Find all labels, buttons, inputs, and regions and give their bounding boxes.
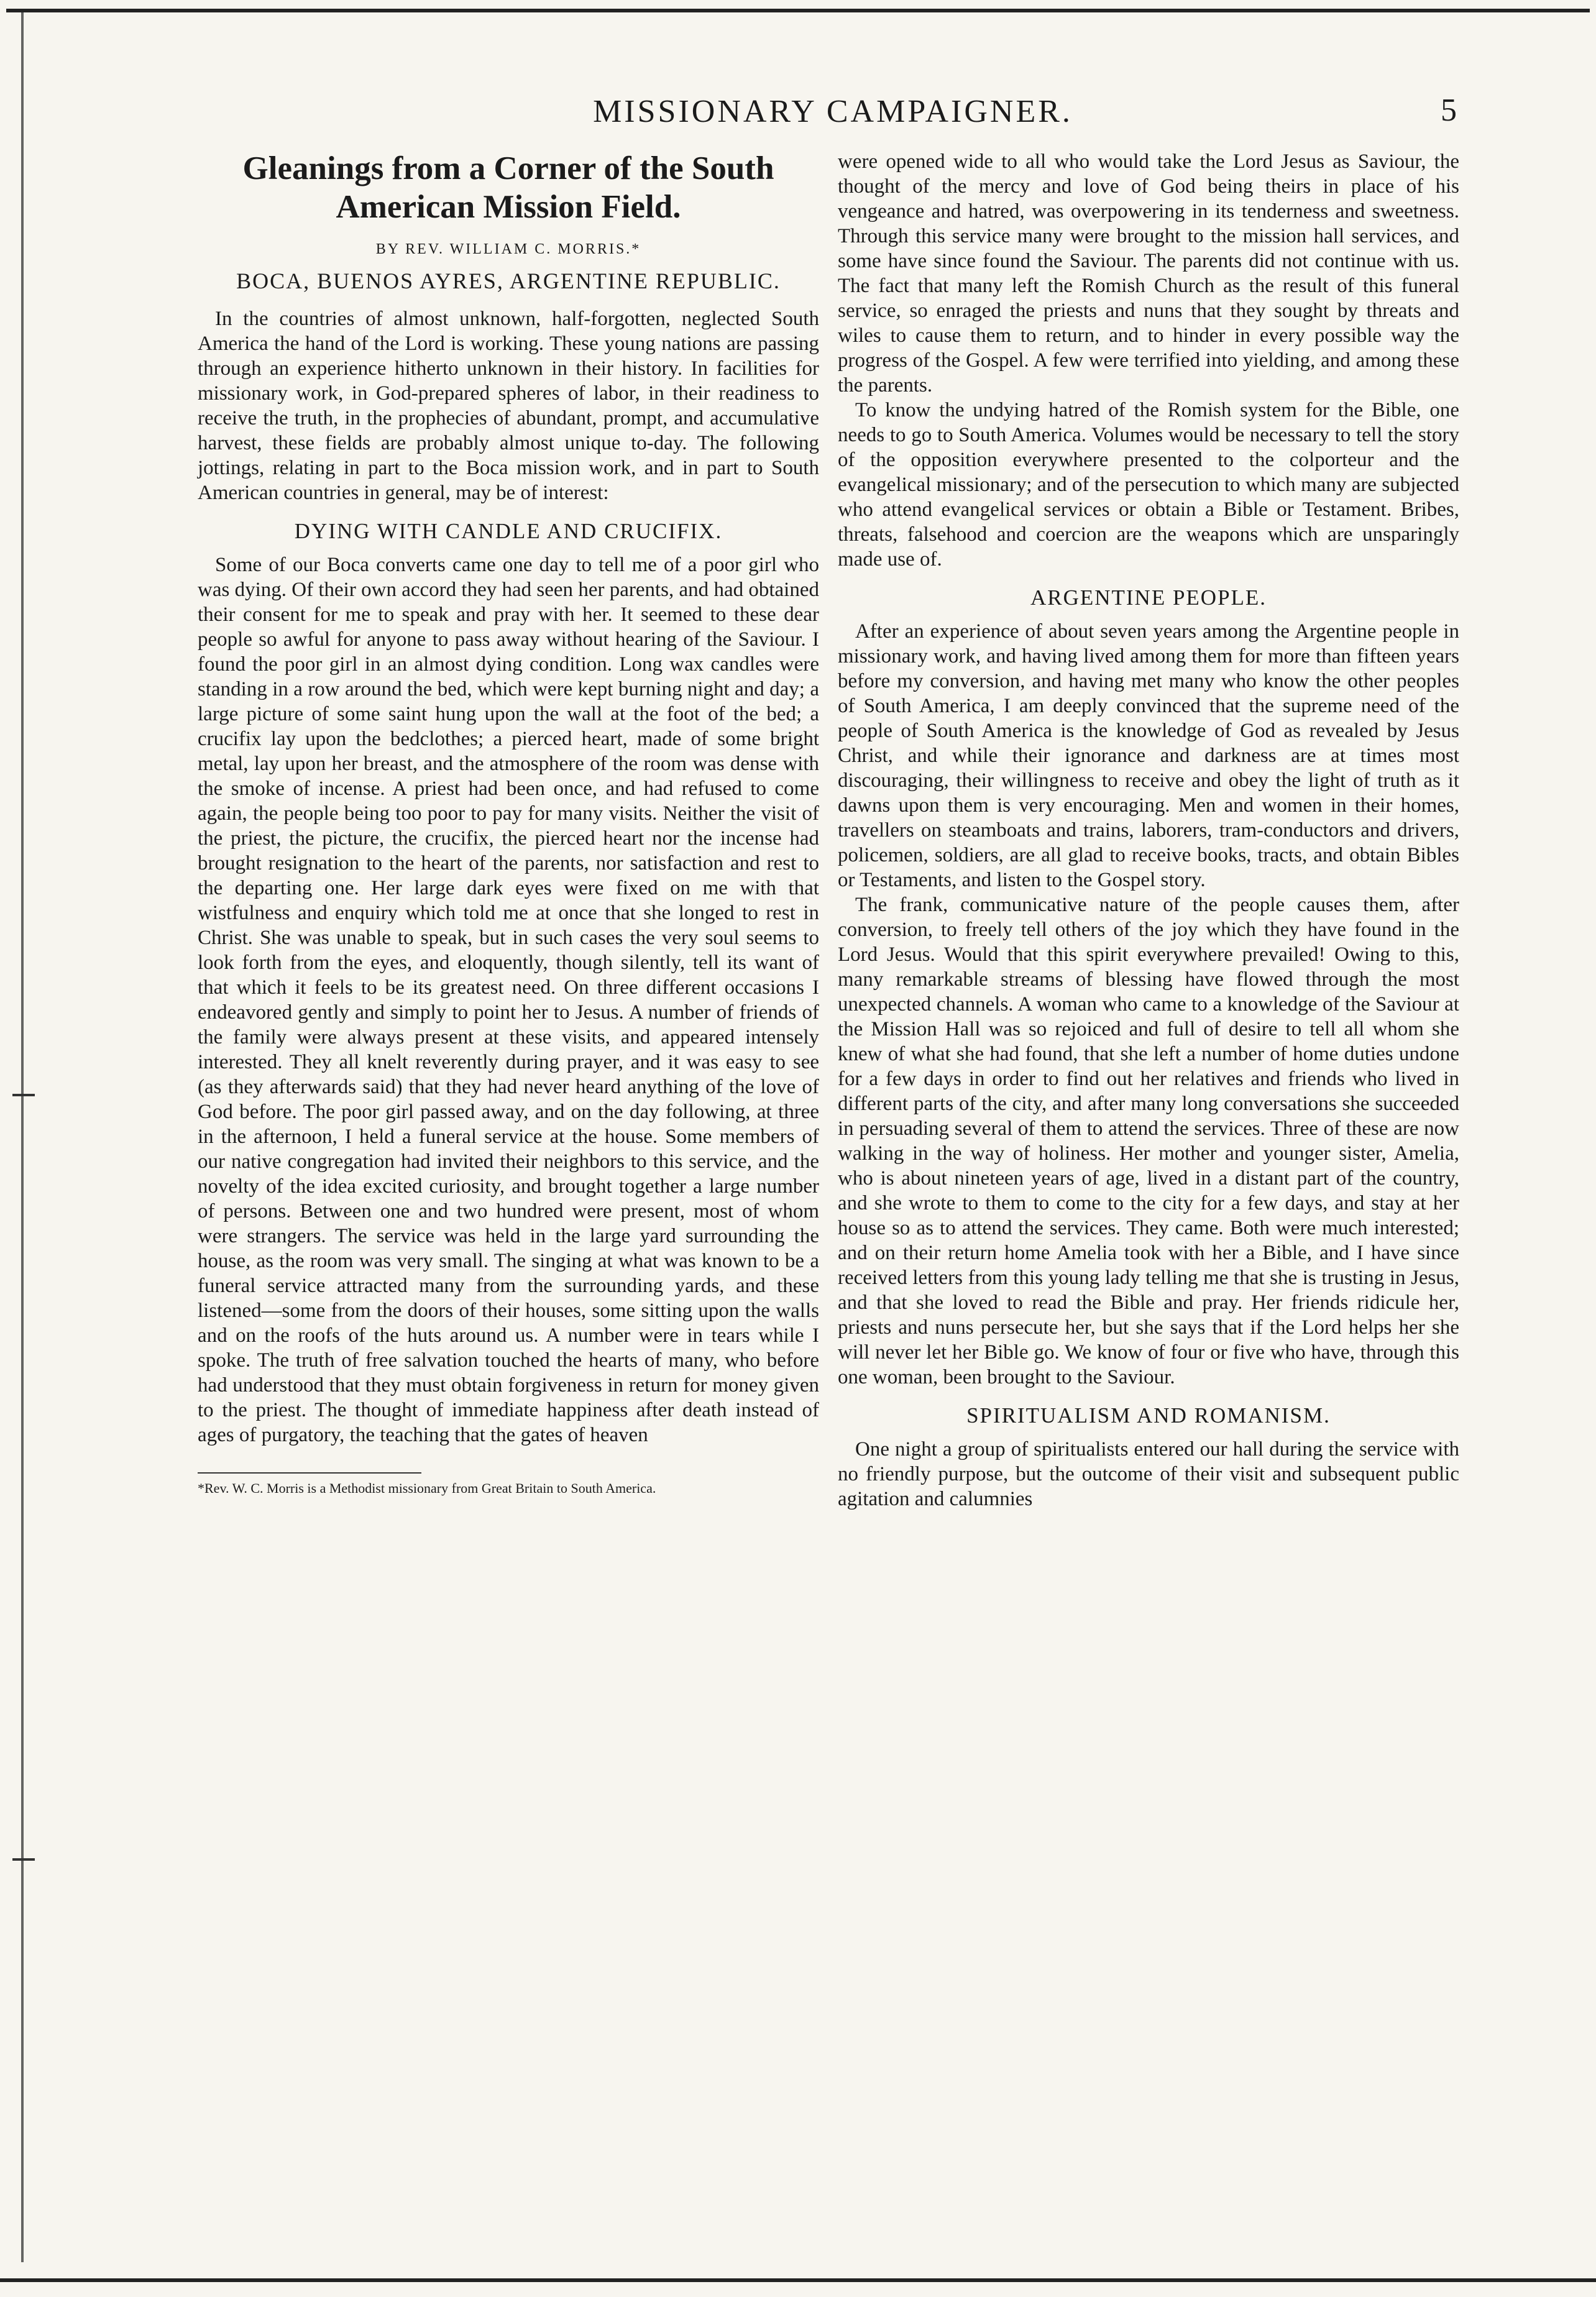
intro-paragraph: In the countries of almost unknown, half-forgotten, neglected South America the hand of the Lord is working. These young nations are passing through an experience hitherto unknown in their history. In facilities for missionary work, in God-prepared spheres of labor, in their readiness to receive the truth, in the prophecies of abundant, prompt, and accumulative harvest, these fields are probably almost unique to-day. The following jottings, relating in part to the Boca mission work, and in part to South American countries in general, may be of interest: (198, 308, 819, 504)
bottom-border-rule (0, 2278, 1596, 2282)
body-paragraph: One night a group of spiritualists entered our hall during the service with no friendly purpose, but the outcome of their visit and subsequent public agitation and calumnies (838, 1438, 1459, 1510)
section-heading: DYING WITH CANDLE AND CRUCIFIX. (294, 519, 723, 543)
binding-edge (21, 12, 24, 2262)
page-number: 5 (1441, 93, 1457, 128)
article-title: Gleanings from a Corner of the South American Mission Field. (242, 150, 774, 225)
body-paragraph: The frank, communicative nature of the people causes them, after conversion, to freely tell others of the joy which they have found in the Lord Jesus. Would that this spirit everywhere prevailed! Owing to this, many remarkable streams of blessing have flowed through the most unexpected channels. A woman who came to a knowledge of the Saviour at the Mission Hall was so rejoiced and full of desire to tell all whom she knew of what she had found, that she left a number of home duties undone for a few days in order to find out her relatives and friends who lived in different parts of the city, and after many long conversations she succeeded in persuading several of them to attend the services. Three of these are now walking in the way of holiness. Her mother and younger sister, Amelia, who is about nineteen years of age, lived in a distant part of the country, and she wrote to them to come to the city for a few days, and stay at her house so as to attend the services. They came. Both were much interested; and on their return home Amelia took with her a Bible, and I have since received letters from this young lady telling me that she is trusting in Jesus, and that she loved to read the Bible and pray. Her friends ridicule her, priests and nuns persecute her, but she says that if the Lord helps her she will never let her Bible go. We know of four or five who have, through this one woman, been brought to the Saviour. (838, 894, 1459, 1388)
running-head: MISSIONARY CAMPAIGNER. (593, 94, 1073, 129)
top-border-rule (6, 9, 1590, 12)
footnote: *Rev. W. C. Morris is a Methodist missionary from Great Britain to South America. (198, 1480, 656, 1496)
right-column (838, 149, 1459, 1511)
body-paragraph: were opened wide to all who would take the Lord Jesus as Saviour, the thought of the mercy and love of God being theirs in place of his vengeance and hatred, was overpowering in its tenderness and sweetness. Through this service many were brought to the mission hall services, and some have since found the Saviour. The parents did not continue with us. The fact that many left the Romish Church as the result of this funeral service, so enraged the priests and nuns that they sought by threats and wiles to cause them to return, and to hinder in every possible way the progress of the Gospel. A few were terrified into yielding, and among these the parents. (838, 150, 1459, 397)
binding-mark (12, 1094, 35, 1096)
body-paragraph: After an experience of about seven years among the Argentine people in missionary work, and having lived among them for more than fifteen years before my conversion, and having met many who know the other peoples of South America, I am deeply convinced that the supreme need of the people of South America is the knowledge of God as revealed by Jesus Christ, and while their ignorance and darkness are at times most discouraging, their willingness to receive and obey the light of truth as it dawns upon them is very encouraging. Men and women in their homes, travellers on steamboats and trains, laborers, tram-conductors and drivers, policemen, soldiers, are all glad to receive books, tracts, and obtain Bibles or Testaments, and listen to the Gospel story. (838, 620, 1459, 891)
body-paragraph: Some of our Boca converts came one day to tell me of a poor girl who was dying. Of their own accord they had seen her parents, and had obtained their consent for me to speak and pray with her. It seemed to these dear people so awful for anyone to pass away without hearing of the Saviour. I found the poor girl in an almost dying condition. Long wax candles were standing in a row around the bed, which were kept burning night and day; a large picture of some saint hung upon the wall at the foot of the bed; a crucifix lay upon the bedclothes; a pierced heart, made of some bright metal, lay upon her breast, and the atmosphere of the room was dense with the smoke of incense. A priest had been once, and had refused to come again, the people being too poor to pay for many visits. Neither the visit of the priest, the picture, the crucifix, the pierced heart nor the incense had brought resignation to the heart of the parents, nor satisfaction and rest to the departing one. Her large dark eyes were fixed on me with that wistfulness and enquiry which told me at once that she longed to rest in Christ. She was unable to speak, but in such cases the very soul seems to look forth from the eyes, and eloquently, though silently, tell its want of that which it feels to be its greatest need. On three different occasions I endeavored gently and simply to point her to Jesus. A number of friends of the family were always present at these visits, and appeared intensely interested. They all knelt reverently during prayer, and it was easy to see (as they afterwards said) that they had never heard anything of the love of God before. The poor girl passed away, and on the day following, at three in the afternoon, I held a funeral service at the house. Some members of our native congregation had invited their neighbors to this service, and the novelty of the idea excited curiosity, and brought together a large number of persons. Between one and two hundred were present, most of whom were strangers. The service was held in the large yard surrounding the house, as the room was very small. The singing at what was known to be a funeral service attracted many from the surrounding yards, and these listened—some from the doors of their houses, some sitting upon the walls and on the roofs of the huts around us. A number were in tears while I spoke. The truth of free salvation touched the hearts of many, who before had understood that they must obtain forgiveness in return for money given to the priest. The thought of immediate happiness after death instead of ages of purgatory, the teaching that the gates of heaven (198, 554, 819, 1446)
section-heading: SPIRITUALISM AND ROMANISM. (966, 1403, 1331, 1428)
section-heading: ARGENTINE PEOPLE. (1030, 585, 1267, 610)
byline: BY REV. WILLIAM C. MORRIS.* (375, 241, 641, 257)
body-paragraph: To know the undying hatred of the Romish system for the Bible, one needs to go to South America. Volumes would be necessary to tell the story of the opposition everywhere presented to the colporteur and the evangelical missionary; and of the persecution to which many are subjected who attend evangelical services or obtain a Bible or Testament. Bribes, threats, falsehood and coercion are the weapons which are unsparingly made use of. (838, 399, 1459, 571)
dateline: BOCA, BUENOS AYRES, ARGENTINE REPUBLIC. (236, 268, 781, 293)
binding-mark (12, 1858, 35, 1861)
left-column (198, 149, 819, 1497)
footnote-rule (198, 1472, 421, 1474)
